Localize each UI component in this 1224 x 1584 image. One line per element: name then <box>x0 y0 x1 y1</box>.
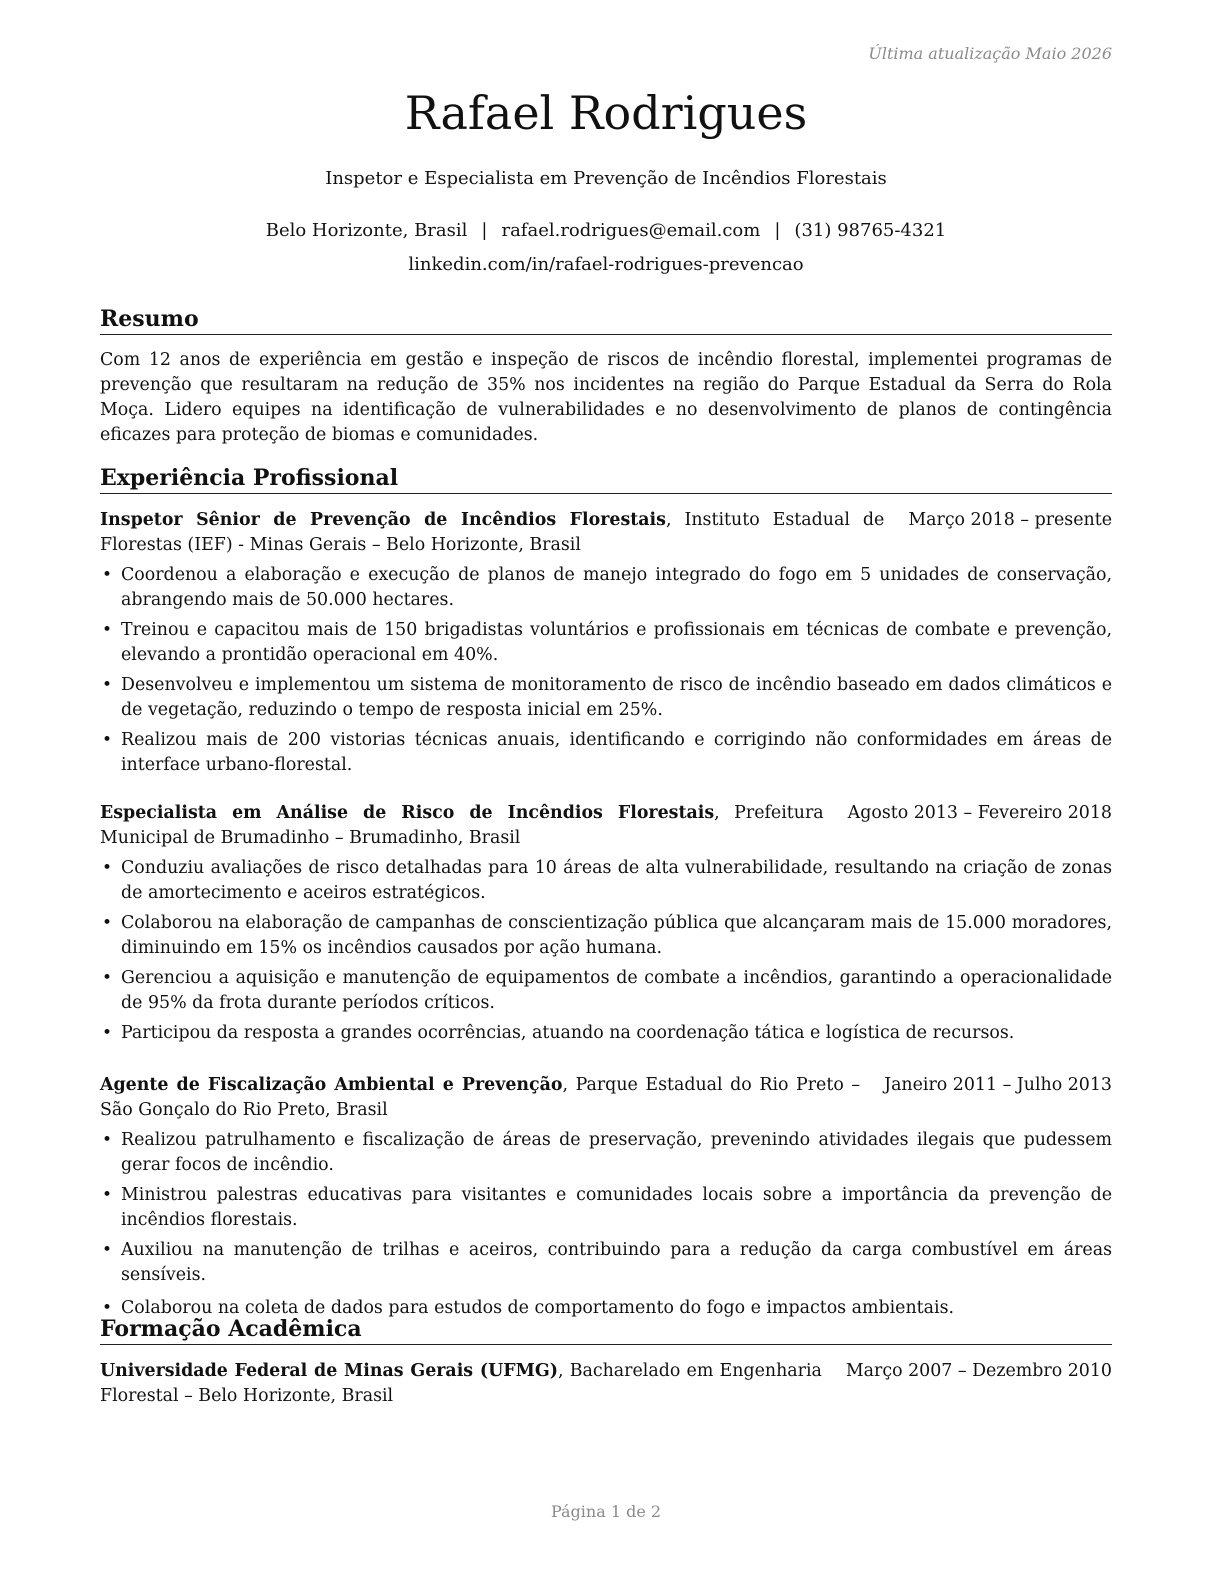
education-entry <box>100 1359 1112 1409</box>
resume-page <box>100 0 1112 1584</box>
bullet-icon: • <box>102 620 113 640</box>
contact-linkedin[interactable]: linkedin.com/in/rafael-rodrigues-prevencao <box>408 254 804 275</box>
job-org: , Prefeitura Municipal de Brumadinho – Brumadinho, Brasil <box>100 803 824 848</box>
job-role: Inspetor Sênior de Prevenção de Incêndios Florestais <box>100 510 666 530</box>
bullet-icon: • <box>102 730 113 750</box>
job-header <box>100 1073 1112 1123</box>
bullet-icon: • <box>102 968 113 988</box>
bullet-icon: • <box>102 1240 113 1260</box>
contact-separator: | <box>774 220 781 241</box>
candidate-headline: Inspetor e Especialista em Prevenção de Incêndios Florestais <box>325 168 887 189</box>
job-bullets <box>100 1128 1112 1326</box>
job-bullets <box>100 563 1112 783</box>
bullet-icon: • <box>102 913 113 933</box>
job-dates: Janeiro 2011 – Julho 2013 <box>884 1075 1112 1095</box>
last-updated: Última atualização Maio 2026 <box>868 44 1112 63</box>
job-org: , Instituto Estadual de Florestas (IEF) - Minas Gerais – Belo Horizonte, Brasil <box>100 510 885 555</box>
education-school: Universidade Federal de Minas Gerais (UFMG) <box>100 1361 558 1381</box>
list-item: • Treinou e capacitou mais de 150 brigadistas voluntários e profissionais em técnicas de combate e prevenção, elevando a prontidão operacional em 40%. <box>102 620 1112 665</box>
job-org: , Parque Estadual do Rio Preto – São Gonçalo do Rio Preto, Brasil <box>100 1075 861 1120</box>
bullet-icon: • <box>102 1023 113 1043</box>
list-item: • Desenvolveu e implementou um sistema de monitoramento de risco de incêndio baseado em dados climáticos e de vegetação, reduzindo o tempo de resposta inicial em 25%. <box>102 675 1112 720</box>
contact-line <box>100 220 1112 241</box>
job-role: Agente de Fiscalização Ambiental e Prevenção <box>100 1075 563 1095</box>
candidate-name: Rafael Rodrigues <box>404 86 808 140</box>
list-item: • Gerenciou a aquisição e manutenção de equipamentos de combate a incêndios, garantindo a operacionalidade de 95% da frota durante períodos críticos. <box>102 968 1112 1013</box>
section-title-experience: Experiência Profissional <box>100 465 1112 494</box>
bullet-icon: • <box>102 1130 113 1150</box>
list-item: • Colaborou na coleta de dados para estudos de comportamento do fogo e impactos ambientais. <box>100 1296 1112 1321</box>
list-item: • Participou da resposta a grandes ocorrências, atuando na coordenação tática e logística de recursos. <box>100 1021 1112 1046</box>
job-dates: Março 2018 – presente <box>908 510 1112 530</box>
contact-separator: | <box>481 220 488 241</box>
page-number: Página 1 de 2 <box>550 1502 662 1521</box>
job-header <box>100 508 1112 558</box>
list-item: • Coordenou a elaboração e execução de planos de manejo integrado do fogo em 5 unidades de conservação, abrangendo mais de 50.000 hectares. <box>102 565 1112 610</box>
education-detail: , Bacharelado em Engenharia Florestal – Belo Horizonte, Brasil <box>100 1361 822 1406</box>
list-item: • Conduziu avaliações de risco detalhadas para 10 áreas de alta vulnerabilidade, resultando na criação de zonas de amortecimento e aceiros estratégicos. <box>102 858 1112 903</box>
bullet-icon: • <box>102 858 113 878</box>
bullet-icon: • <box>102 675 113 695</box>
contact-location: Belo Horizonte, Brasil <box>265 220 468 241</box>
list-item: • Colaborou na elaboração de campanhas de conscientização pública que alcançaram mais de 15.000 moradores, diminuindo em 15% os incêndios causados por ação humana. <box>102 913 1112 958</box>
bullet-icon: • <box>102 1185 113 1205</box>
section-title-education: Formação Acadêmica <box>100 1316 1112 1345</box>
list-item: • Realizou mais de 200 vistorias técnicas anuais, identificando e corrigindo não conformidades em áreas de interface urbano-florestal. <box>102 730 1112 775</box>
list-item: • Realizou patrulhamento e fiscalização de áreas de preservação, prevenindo atividades ilegais que pudessem gerar focos de incêndio. <box>102 1130 1112 1175</box>
summary-text: Com 12 anos de experiência em gestão e inspeção de riscos de incêndio florestal, implementei programas de prevenção que resultaram na redução de 35% nos incidentes na região do Parque Estadual da Serra do Rola Moça. Lidero equipes na identificação de vulnerabilidades e no desenvolvimento de planos de contingência eficazes para proteção de biomas e comunidades. <box>100 350 1112 445</box>
job-dates: Agosto 2013 – Fevereiro 2018 <box>847 803 1112 823</box>
contact-email[interactable]: rafael.rodrigues@email.com <box>501 220 761 241</box>
job-header <box>100 801 1112 851</box>
list-item: • Auxiliou na manutenção de trilhas e aceiros, contribuindo para a redução da carga combustível em áreas sensíveis. <box>102 1240 1112 1285</box>
job-bullets <box>100 856 1112 1051</box>
bullet-icon: • <box>102 1298 113 1318</box>
bullet-icon: • <box>102 565 113 585</box>
education-dates: Março 2007 – Dezembro 2010 <box>845 1361 1112 1381</box>
contact-phone: (31) 98765-4321 <box>794 220 947 241</box>
section-title-summary: Resumo <box>100 306 1112 335</box>
list-item: • Ministrou palestras educativas para visitantes e comunidades locais sobre a importância da prevenção de incêndios florestais. <box>102 1185 1112 1230</box>
job-role: Especialista em Análise de Risco de Incêndios Florestais <box>100 803 715 823</box>
